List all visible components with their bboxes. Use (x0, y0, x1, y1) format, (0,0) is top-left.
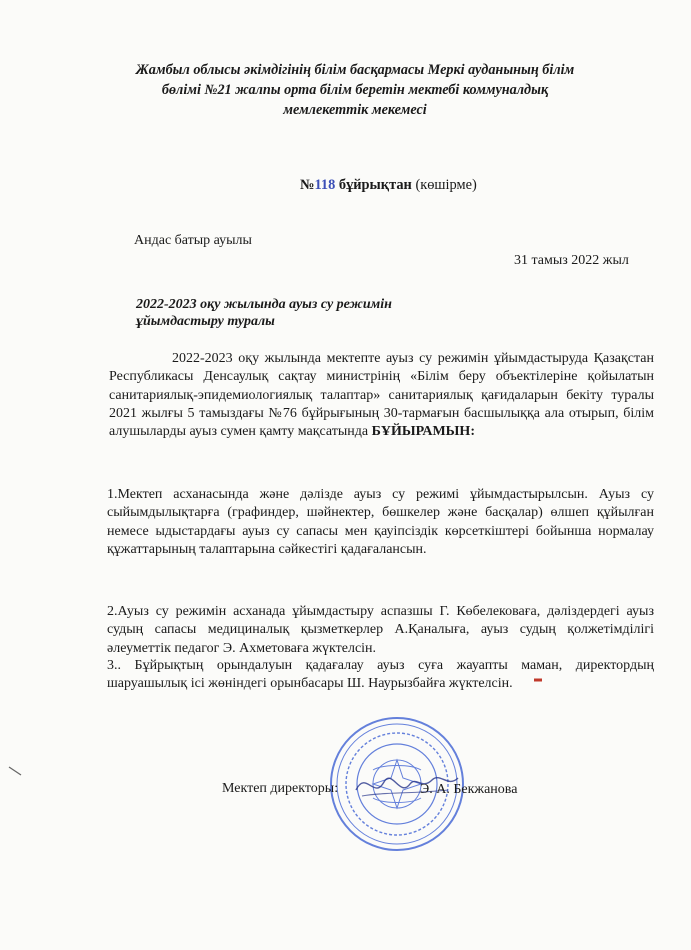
order-item-2: 2.Ауыз су режимін асханада ұйымдастыру аспазшы Г. Көбелековаға, дәліздердегі ауыз судың сапасы медициналық қызметкерлер А.Қаналыға, ауыз судың қолжетімділігі әлеуметтік педагог Э. Ахметоваға жүктелсін. (107, 604, 654, 656)
order-command: БҰЙЫРАМЫН: (371, 424, 475, 440)
heading-line: Жамбыл облысы әкімдігінің білім басқармасы Меркі ауданының білім (135, 62, 575, 78)
order-number-value: 118 (314, 177, 336, 193)
date-text: 31 тамыз 2022 жыл (514, 253, 629, 268)
subject-line: 2022-2023 оқу жылында ауыз су режимін (136, 297, 392, 312)
institution-heading (130, 60, 580, 120)
margin-mark (8, 765, 22, 777)
order-word: бұйрықтан (338, 177, 412, 193)
copy-note: (көшірме) (415, 177, 477, 193)
ink-dot (533, 676, 543, 684)
heading-line: мемлекеттік мекемесі (283, 102, 427, 118)
order-number-prefix: № (300, 177, 315, 193)
place-text: Андас батыр ауылы (134, 233, 252, 248)
order-item-3: 3.. Бұйрықтың орындалуын қадағалау ауыз суға жауапты маман, директордың шаруашылық ісі жөніндегі орынбасары Ш. Наурызбайға жүктелсін. (107, 658, 654, 692)
signer-name: Э. А. Бекжанова (420, 782, 518, 797)
order-subject (136, 296, 456, 330)
signature-label: Мектеп директоры: (222, 781, 339, 796)
order-title (300, 176, 560, 194)
subject-line: ұйымдастыру туралы (136, 314, 275, 329)
order-item-1: 1.Мектеп асханасында және дәлізде ауыз су режимі ұйымдастырылсын. Ауыз су сыйымдылықтарға (графиндер, шәйнектер, бөшкелер және басқалар) өлшеп құйылған немесе ыдыстардағы ауыз су сапасы мен қауіпсіздік көрсеткіштері бойынша нормалау құжаттарының талаптарына сәйкестігі қадағалансын. (107, 487, 654, 557)
intro-paragraph (109, 350, 654, 441)
intro-text: 2022-2023 оқу жылында мектепте ауыз су режимін ұйымдастыруда Қазақстан Республикасы Денсаулық сақтау министрінің «Білім беру объектілеріне қойылатын санитариялық-эпидемиологиялық талаптар» санитариялық қағидаларын бекіту туралы 2021 жылғы 5 тамыздағы №76 бұйрығының 30-тармағын басшылыққа ала отырып, білім алушыларды ауыз сумен қамту мақсатында (109, 351, 654, 440)
heading-line: бөлімі №21 жалпы орта білім беретін мектебі коммуналдық (161, 82, 549, 98)
